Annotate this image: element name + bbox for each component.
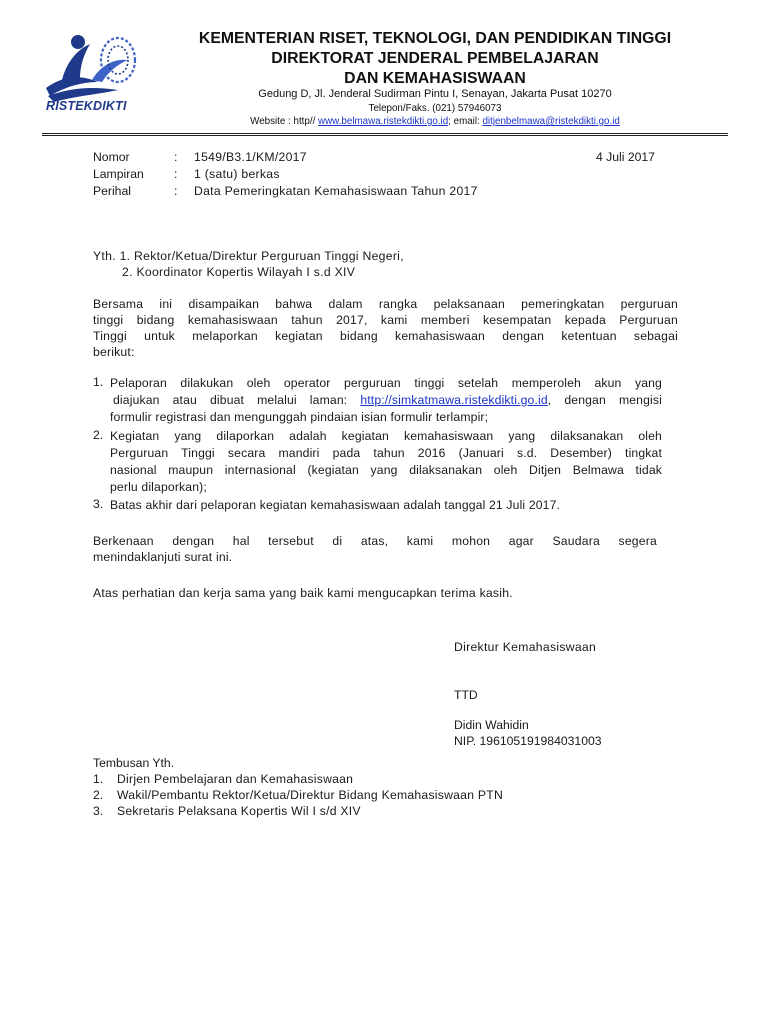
email-link[interactable]: ditjenbelmawa@ristekdikti.go.id: [482, 116, 620, 127]
intro-line: Tinggi untuk melaporkan kegiatan bidang kemahasiswaan dengan ketentuan sebagai: [93, 329, 678, 343]
cc-item: Sekretaris Pelaksana Kopertis Wil I s/d XIV: [117, 804, 361, 818]
list-number: 3.: [93, 497, 104, 511]
followup-line: menindaklanjuti surat ini.: [93, 550, 233, 564]
website-prefix: Website : http//: [250, 116, 316, 127]
directorate-name-cont: DAN KEMAHASISWAAN: [344, 70, 526, 87]
list-line: perlu dilaporkan);: [110, 480, 207, 494]
list-number: 2.: [93, 428, 104, 442]
recipient-2: 2. Koordinator Kopertis Wilayah I s.d XIV: [122, 265, 356, 279]
followup-paragraph: [93, 533, 657, 565]
address: Gedung D, Jl. Jenderal Sudirman Pintu I, Senayan, Jakarta Pusat 10270: [258, 88, 612, 100]
cc-title: Tembusan Yth.: [93, 756, 175, 770]
list-line: Perguruan Tinggi secara mandiri pada tahun 2016 (Januari s.d. Desember) tingkat: [110, 446, 662, 460]
intro-line: Bersama ini disampaikan bahwa dalam rangka pelaksanaan pemeringkatan perguruan: [93, 297, 678, 311]
signatory-nip: NIP. 196105191984031003: [454, 734, 602, 748]
simkatmawa-link[interactable]: http://simkatmawa.ristekdikti.go.id: [360, 393, 548, 407]
letter-date: 4 Juli 2017: [596, 150, 655, 164]
lampiran-value: 1 (satu) berkas: [194, 167, 280, 181]
recipient-1: Yth. 1. Rektor/Ketua/Direktur Perguruan Tinggi Negeri,: [93, 249, 404, 263]
contact-line: [160, 116, 710, 127]
colon: :: [174, 184, 178, 198]
nomor-label: Nomor: [93, 150, 130, 164]
colon: :: [174, 150, 178, 164]
intro-line: berikut:: [93, 345, 135, 359]
cc-item: Wakil/Pembantu Rektor/Ketua/Direktur Bidang Kemahasiswaan PTN: [117, 788, 504, 802]
intro-line: tinggi bidang kemahasiswaan tahun 2017, kami memberi kesempatan kepada Perguruan: [93, 313, 678, 327]
signatory-name: Didin Wahidin: [454, 718, 529, 732]
list-line: nasional maupun internasional (kegiatan yang dilaksanakan oleh Ditjen Belmawa tidak: [110, 463, 662, 477]
ristekdikti-emblem-icon: [40, 30, 140, 102]
logo-wordmark: RISTEKDIKTI: [46, 99, 127, 113]
directorate-name: DIREKTORAT JENDERAL PEMBELAJARAN: [271, 50, 599, 67]
followup-line: Berkenaan dengan hal tersebut di atas, kami mohon agar Saudara segera: [93, 534, 657, 548]
cc-number: 2.: [93, 788, 104, 802]
intro-paragraph: [93, 296, 678, 360]
phone: Telepon/Faks. (021) 57946073: [368, 103, 502, 114]
list-line: [110, 392, 662, 409]
list-line: Batas akhir dari pelaporan kegiatan kemahasiswaan adalah tanggal 21 Juli 2017.: [110, 498, 561, 512]
list-line: Kegiatan yang dilaporkan adalah kegiatan kemahasiswaan yang dilaksanakan oleh: [110, 429, 662, 443]
perihal-value: Data Pemeringkatan Kemahasiswaan Tahun 2017: [194, 184, 478, 198]
list-line-text: diajukan atau dibuat melalui laman:: [113, 393, 348, 407]
lampiran-label: Lampiran: [93, 167, 144, 181]
list-line: Pelaporan dilakukan oleh operator perguruan tinggi setelah memperoleh akun yang: [110, 376, 662, 390]
header-divider-2: [42, 135, 728, 136]
list-line: formulir registrasi dan mengunggah pindaian isian formulir terlampir;: [110, 410, 489, 424]
closing-line: Atas perhatian dan kerja sama yang baik kami mengucapkan terima kasih.: [93, 586, 513, 600]
signature-ttd: TTD: [454, 688, 478, 702]
cc-number: 3.: [93, 804, 104, 818]
cc-number: 1.: [93, 772, 104, 786]
list-line-text: , dengan mengisi: [547, 393, 662, 407]
list-item: [110, 428, 662, 496]
website-link[interactable]: www.belmawa.ristekdikti.go.id: [318, 116, 449, 127]
signatory-position: Direktur Kemahasiswaan: [454, 640, 597, 654]
list-item: [110, 375, 662, 426]
colon: :: [174, 167, 178, 181]
ministry-name: KEMENTERIAN RISET, TEKNOLOGI, DAN PENDIDIKAN TINGGI: [198, 30, 672, 47]
list-number: 1.: [93, 375, 104, 389]
list-item: [110, 497, 662, 514]
cc-item: Dirjen Pembelajaran dan Kemahasiswaan: [117, 772, 354, 786]
header-divider: [42, 133, 728, 134]
email-prefix: ; email:: [448, 116, 480, 127]
nomor-value: 1549/B3.1/KM/2017: [194, 150, 307, 164]
perihal-label: Perihal: [93, 184, 131, 198]
